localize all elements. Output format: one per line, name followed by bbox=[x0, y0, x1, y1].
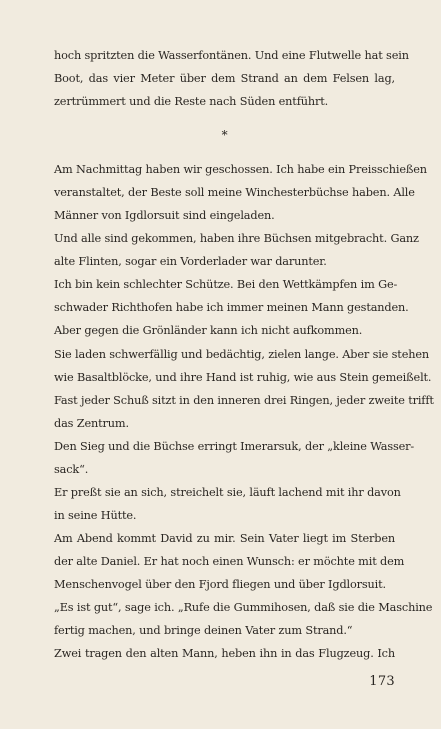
text-line: Den Sieg und die Büchse erringt Imerarsuk, der „kleine Wasser- bbox=[54, 439, 415, 453]
text-line: Fast jeder Schuß sitzt in den inneren drei Ringen, jeder zweite trifft bbox=[54, 393, 434, 407]
text-line: Am Nachmittag haben wir geschossen. Ich habe ein Preisschießen bbox=[54, 163, 427, 177]
text-line: Männer von Igdlorsuit sind eingeladen. bbox=[54, 209, 275, 223]
text-line: sack“. bbox=[54, 462, 89, 476]
text-line: zertrümmert und die Reste nach Süden entführt. bbox=[54, 95, 329, 109]
body-text bbox=[54, 44, 434, 665]
text-line: „Es ist gut“, sage ich. „Rufe die Gummihosen, daß sie die Maschine bbox=[54, 601, 433, 615]
section-break-asterisk: * bbox=[221, 128, 228, 143]
text-line: Er preßt sie an sich, streichelt sie, läuft lachend mit ihr davon bbox=[54, 485, 401, 499]
text-line: Menschenvogel über den Fjord fliegen und über Igdlorsuit. bbox=[54, 577, 386, 591]
text-line: Aber gegen die Grönländer kann ich nicht aufkommen. bbox=[54, 324, 363, 338]
text-line: schwader Richthofen habe ich immer meinen Mann gestanden. bbox=[54, 301, 409, 315]
text-line: hoch spritzten die Wasserfontänen. Und eine Flutwelle hat sein bbox=[54, 49, 409, 62]
text-line: Und alle sind gekommen, haben ihre Büchsen mitgebracht. Ganz bbox=[54, 232, 419, 246]
text-line: Boot, das vier Meter über dem Strand an dem Felsen lag, bbox=[54, 72, 395, 86]
text-line: in seine Hütte. bbox=[54, 508, 137, 522]
text-line: Zwei tragen den alten Mann, heben ihn in das Flugzeug. Ich bbox=[54, 647, 395, 661]
text-line: alte Flinten, sogar ein Vorderlader war darunter. bbox=[54, 255, 327, 269]
text-line: veranstaltet, der Beste soll meine Winchesterbüchse haben. Alle bbox=[54, 186, 415, 200]
text-line: wie Basaltblöcke, und ihre Hand ist ruhig, wie aus Stein gemeißelt. bbox=[54, 370, 432, 384]
text-line: der alte Daniel. Er hat noch einen Wunsch: er möchte mit dem bbox=[54, 554, 405, 568]
page-number: 173 bbox=[369, 674, 395, 689]
text-line: fertig machen, und bringe deinen Vater zum Strand.“ bbox=[54, 624, 353, 638]
text-line: Am Abend kommt David zu mir. Sein Vater liegt im Sterben bbox=[54, 531, 395, 545]
text-line: Ich bin kein schlechter Schütze. Bei den Wettkämpfen im Ge- bbox=[54, 278, 398, 292]
text-line: Sie laden schwerfällig und bedächtig, zielen lange. Aber sie stehen bbox=[54, 347, 430, 361]
text-line: das Zentrum. bbox=[54, 416, 129, 430]
